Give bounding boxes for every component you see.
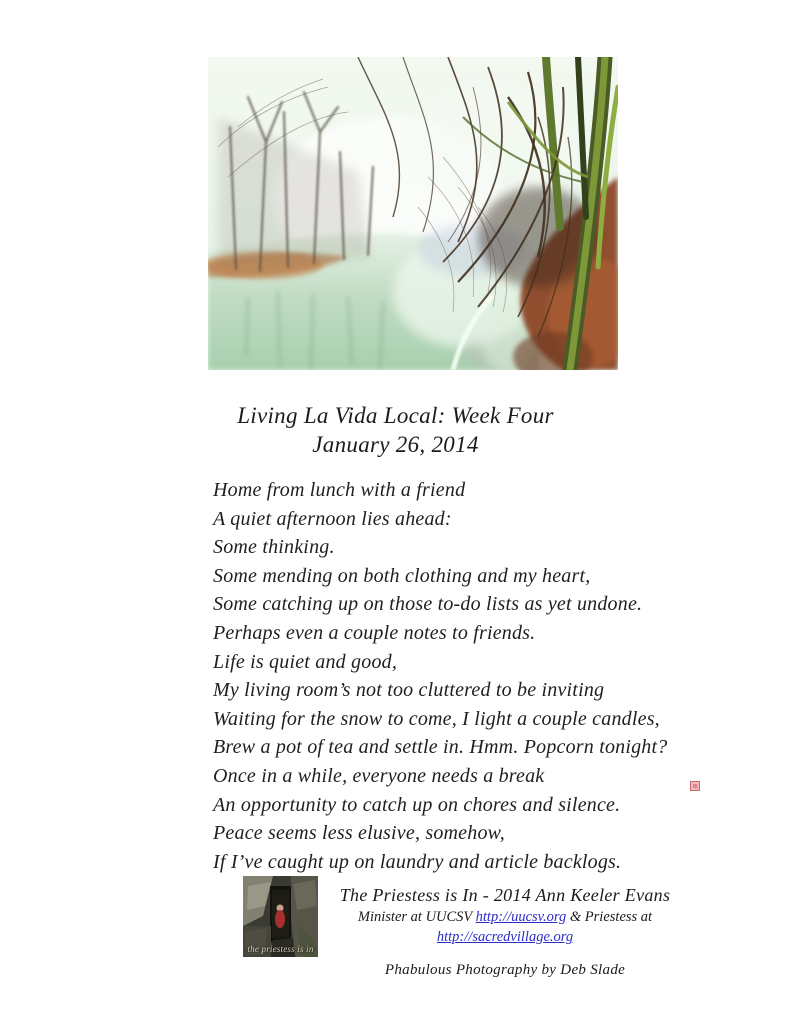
- sacredvillage-link[interactable]: http://sacredvillage.org: [436, 929, 574, 945]
- poem-line: An opportunity to catch up on chores and silence.: [213, 793, 621, 816]
- uucsv-link[interactable]: http://uucsv.org: [475, 909, 567, 925]
- poem-line: Brew a pot of tea and settle in. Hmm. Popcorn tonight?: [213, 736, 668, 759]
- poem-line: A quiet afternoon lies ahead:: [213, 507, 452, 530]
- poem-line: Once in a while, everyone needs a break: [213, 764, 545, 787]
- post-date: January 26, 2014: [312, 432, 479, 457]
- poem-line: My living room’s not too cluttered to be inviting: [213, 679, 605, 702]
- poem-line: If I’ve caught up on laundry and article backlogs.: [213, 850, 622, 873]
- poem-line: Life is quiet and good,: [213, 650, 398, 673]
- poem-line: Some catching up on those to-do lists as yet undone.: [213, 593, 643, 616]
- thumbnail-caption: the priestess is in: [247, 944, 314, 954]
- poem-line: Home from lunch with a friend: [213, 479, 466, 501]
- winter-river-photo: [208, 57, 618, 370]
- poem-line: Peace seems less elusive, somehow,: [213, 822, 505, 845]
- photo-credit: Phabulous Photography by Deb Slade: [384, 962, 626, 978]
- poem-line: Waiting for the snow to come, I light a couple candles,: [213, 707, 660, 730]
- poem-line: Some mending on both clothing and my heart,: [213, 564, 591, 587]
- poem-line: Some thinking.: [213, 536, 335, 559]
- post-title: Living La Vida Local: Week Four: [237, 403, 554, 428]
- footer-byline: The Priestess is In - 2014 Ann Keeler Evans: [339, 885, 671, 905]
- footer-affiliation: [300, 907, 710, 947]
- broken-image-icon: [690, 781, 700, 791]
- affiliation-middle: & Priestess at: [566, 909, 653, 925]
- poem-line: Perhaps even a couple notes to friends.: [213, 621, 536, 644]
- footer-text-block: [300, 884, 710, 980]
- affiliation-prefix: Minister at UUCSV: [357, 909, 476, 925]
- post-title-block: [0, 401, 791, 459]
- poem-body: [213, 476, 713, 876]
